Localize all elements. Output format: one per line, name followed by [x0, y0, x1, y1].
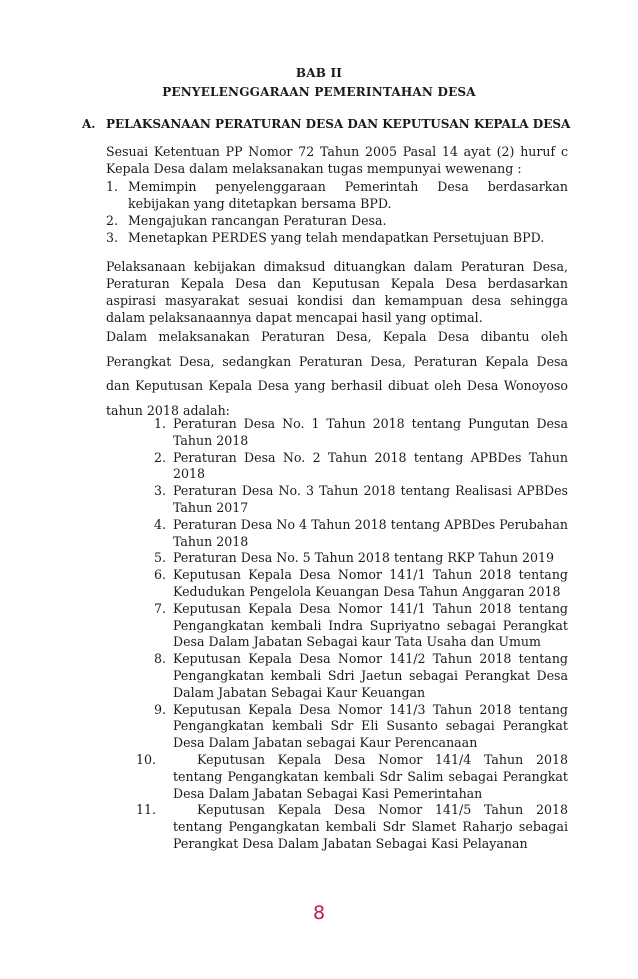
list-number: 6. — [154, 567, 167, 583]
list-item — [148, 483, 568, 517]
intro-paragraph: Sesuai Ketentuan PP Nomor 72 Tahun 2005 Pasal 14 ayat (2) huruf c Kepala Desa dalam melaksanakan tugas mempunyai wewenang : — [106, 144, 568, 176]
list-number: 11. — [136, 802, 157, 818]
list-text: Keputusan Kepala Desa Nomor 141/1 Tahun 2018 tentang Pengangkatan kembali Indra Supriyatno sebagai Perangkat Desa Dalam Jabatan Sebagai kaur Tata Usaha dan Umum — [173, 600, 568, 650]
list-item — [148, 702, 568, 752]
body-paragraph-1: Pelaksanaan kebijakan dimaksud dituangkan dalam Peraturan Desa, Peraturan Kepala Desa dan Keputusan Kepala Desa berdasarkan aspirasi masyarakat sesuai kondisi dan kemampuan desa sehingga dalam pelaksanaannya dapat mencapai hasil yang optimal. — [106, 259, 568, 325]
list-text: Keputusan Kepala Desa Nomor 141/3 Tahun 2018 tentang Pengangkatan kembali Sdr Eli Susanto sebagai Perangkat Desa Dalam Jabatan sebagai Kaur Perencanaan — [173, 701, 568, 751]
list-text: Keputusan Kepala Desa Nomor 141/2 Tahun 2018 tentang Pengangkatan kembali Sdri Jaetun sebagai Perangkat Desa Dalam Jabatan Sebagai Kaur Keuangan — [173, 651, 568, 700]
regulation-list — [136, 416, 568, 853]
list-number: 3. — [154, 483, 167, 499]
list-text: Peraturan Desa No. 2 Tahun 2018 tentang APBDes Tahun 2018 — [173, 449, 568, 482]
list-item — [148, 517, 568, 551]
list-text: Mengajukan rancangan Peraturan Desa. — [128, 213, 387, 228]
list-text: Peraturan Desa No. 1 Tahun 2018 tentang Pungutan Desa Tahun 2018 — [173, 416, 568, 448]
section-heading — [82, 117, 570, 131]
list-text: Peraturan Desa No. 5 Tahun 2018 tentang RKP Tahun 2019 — [173, 550, 555, 566]
list-item — [106, 212, 568, 229]
list-number: 7. — [154, 600, 167, 616]
list-item — [148, 416, 568, 450]
body-paragraph-2: Dalam melaksanakan Peraturan Desa, Kepala Desa dibantu oleh Perangkat Desa, sedangkan Peraturan Desa, Peraturan Kepala Desa dan Keputusan Kepala Desa yang berhasil dibuat oleh Desa Wonoyoso tahun 2018 adalah: — [106, 329, 568, 418]
list-number: 2. — [106, 213, 119, 228]
list-number: 1. — [154, 416, 167, 431]
list-item — [148, 450, 568, 484]
list-number: 5. — [154, 550, 167, 566]
list-item — [148, 651, 568, 701]
list-item — [148, 550, 568, 567]
list-item — [148, 567, 568, 601]
list-item — [148, 601, 568, 651]
authority-list — [106, 178, 568, 246]
list-number: 10. — [136, 751, 157, 767]
list-number: 8. — [154, 651, 167, 667]
list-item — [136, 751, 568, 802]
list-item — [136, 802, 568, 852]
section-title: PELAKSANAAN PERATURAN DESA DAN KEPUTUSAN KEPALA DESA — [106, 117, 571, 131]
list-number: 2. — [154, 449, 167, 465]
list-text: Keputusan Kepala Desa Nomor 141/4 Tahun 2018 tentang Pengangkatan kembali Sdr Salim sebagai Perangkat Desa Dalam Jabatan Sebagai Kasi Pemerintahan — [173, 751, 568, 801]
chapter-title: PENYELENGGARAAN PEMERINTAHAN DESA — [162, 85, 476, 99]
list-text: Keputusan Kepala Desa Nomor 141/5 Tahun 2018 tentang Pengangkatan kembali Sdr Slamet Raharjo sebagai Perangkat Desa Dalam Jabatan Sebagai Kasi Pelayanan — [173, 802, 568, 851]
chapter-number: BAB II — [295, 66, 343, 80]
list-text: Memimpin penyelenggaraan Pemerintah Desa berdasarkan kebijakan yang ditetapkan bersama BPD. — [128, 179, 568, 211]
list-number: 4. — [154, 516, 167, 532]
section-letter: A. — [82, 117, 96, 131]
list-number: 3. — [106, 230, 119, 245]
list-text: Peraturan Desa No. 3 Tahun 2018 tentang Realisasi APBDes Tahun 2017 — [173, 483, 568, 515]
list-text: Menetapkan PERDES yang telah mendapatkan Persetujuan BPD. — [128, 230, 545, 245]
list-number: 1. — [106, 179, 119, 194]
list-item — [106, 229, 568, 246]
list-text: Peraturan Desa No 4 Tahun 2018 tentang APBDes Perubahan Tahun 2018 — [173, 516, 568, 549]
list-item — [106, 178, 568, 212]
page-number: 8 — [312, 902, 326, 924]
list-text: Keputusan Kepala Desa Nomor 141/1 Tahun 2018 tentang Kedudukan Pengelola Keuangan Desa Tahun Anggaran 2018 — [173, 567, 568, 599]
list-number: 9. — [154, 701, 167, 717]
